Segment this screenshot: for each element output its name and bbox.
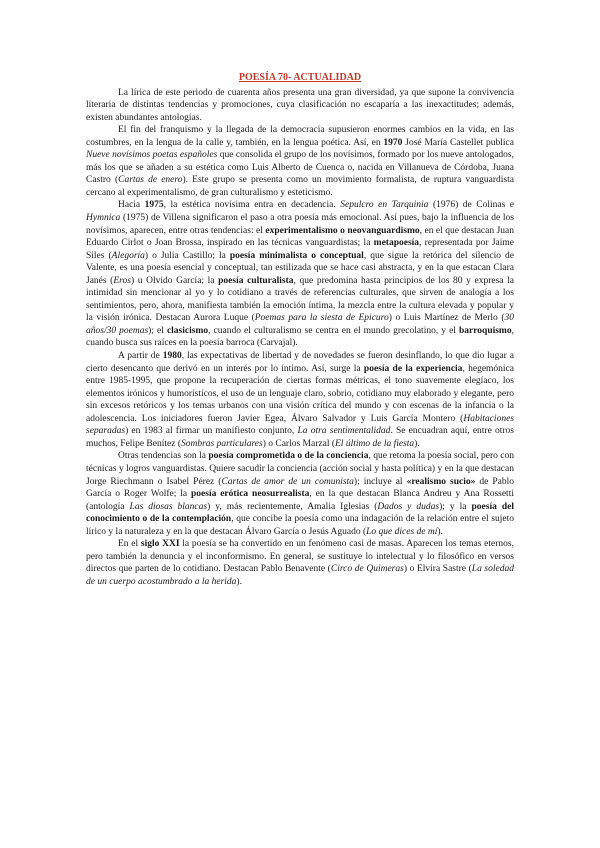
text-run: , las expectativas de libertad y de novedades se fueron desinflando, lo que dio lugar a cierto desencanto que derivó en un interés por lo íntimo. Así, surge la: [86, 351, 514, 374]
italic-title: La otra sentimentalidad: [297, 426, 391, 437]
italic-title: Hymnica: [86, 213, 121, 224]
paragraph: [86, 124, 514, 199]
bold-text: 1975: [144, 200, 164, 211]
italic-title: Lo que dices de mí: [366, 526, 438, 537]
text-run: ) en 1983 al firmar un manifiesto conjunto,: [125, 426, 298, 437]
text-run: José María Castellet publica: [402, 137, 514, 148]
italic-title: El último de la fiesta: [335, 438, 415, 449]
text-run: Hacia: [118, 200, 145, 211]
text-run: , hegemónica entre 1985-1995, que propone la recuperación de ciertas formas métricas, el tono suavemente elegíaco, los elementos irónicos y humorísticos, el uso de un lenguaje claro, sobrio, cotidiano muy elaborado y elegante, pero sin excesos retóricos y los temas urbanos con una visión crítica del mundo y con escenas de la infancia o la adolescencia. Los iniciadores fueron Javier Egea, Álvaro Salvador y Luis García Montero (: [86, 363, 514, 424]
text-run: , cuando el culturalismo se centra en el mundo grecolatino, y el: [208, 325, 459, 336]
bold-text: poesía del conocimiento o de la contemplación: [86, 501, 514, 525]
bold-text: clasicismo: [166, 325, 209, 336]
text-run: ).: [414, 438, 420, 449]
text-run: ) y, más recientemente, Amalia Iglesias (: [207, 501, 378, 512]
bold-text: poesía minimalista o conceptual: [229, 250, 364, 261]
italic-title: Cartas de amor de un comunista: [221, 476, 354, 487]
text-run: que consolida el grupo de los novísimos, formado por los nueve antologados, más los que se añaden a su estética como Luis Alberto de Cuenca o, nacida en Villanueva de Córdoba, Juana Castro (: [86, 150, 514, 186]
text-run: A partir de: [118, 351, 163, 362]
page-title: POESÍA 70- ACTUALIDAD: [238, 72, 362, 83]
text-run: ).: [437, 526, 443, 537]
italic-title: Nueve novísimos poetas españoles: [86, 150, 218, 161]
text-run: , en la que destacan Blanca Andreu y Ana Rossetti (antología: [86, 489, 514, 512]
text-run: , representada por Jaime Siles (: [86, 238, 514, 261]
italic-title: La soledad de un cuerpo acostumbrado a la herida: [86, 564, 514, 587]
text-run: , la estética novísima entra en decadencia.: [163, 200, 341, 211]
bold-text: poesía culturalista: [218, 275, 294, 286]
text-run: ); y la: [439, 501, 472, 512]
text-run: de Pablo García o Roger Wolfe; la: [86, 476, 514, 500]
text-run: , cuando busca sus raíces en la poesía barroca (Carvajal).: [86, 325, 514, 349]
text-run: La lírica de este periodo de cuarenta años presenta una gran diversidad, ya que supone la convivencia literaria de distintas tendencias y promociones, cuya clasificación no escaparía a las inexactitudes; además, existen abundantes antologías.: [86, 87, 514, 123]
text-run: ); incluye al: [353, 476, 407, 487]
text-run: En el: [118, 539, 141, 550]
italic-title: Cartas de enero: [118, 175, 183, 186]
paragraph: [86, 199, 514, 350]
bold-text: 1980: [162, 351, 182, 362]
text-run: ) o Luis Martínez de Merlo (: [388, 313, 505, 324]
text-run: , que sigue la retórica del silencio de Valente, es una poesía esencial y conceptual, tan estilizada que se hace casi abstracta, y en la que estacan Clara Janés (: [86, 250, 514, 286]
bold-text: poesía comprometida o de la conciencia: [208, 451, 369, 462]
paragraph: [86, 87, 514, 125]
text-run: , que concibe la poesía como una indagación de la relación entre el sujeto lírico y la naturaleza y en la que destacan Álvaro García o Jesús Aguado (: [86, 514, 514, 537]
text-run: Otras tendencias son la: [118, 451, 209, 462]
italic-title: Eros: [113, 275, 131, 286]
bold-text: experimentalismo o neovanguardismo: [265, 225, 420, 236]
text-run: El fin del franquismo y la llegada de la democracia supusieron enormes cambios en la vida, en las costumbres, en la lengua de la calle y, también, en la lengua poética. Así, en: [86, 125, 514, 148]
text-run: , que retoma la poesía social, pero con técnicas y logros vanguardistas. Quiere sacudir la conciencia (acción social y hasta política) y en la que destacan Jorge Riechmann o Isabel Pérez (: [86, 451, 514, 487]
bold-text: barroquismo: [458, 325, 512, 336]
text-run: la poesía se ha convertido en un fenómeno casi de masas. Aparecen los temas eternos, pero también la denuncia y el inconformismo. En general, se sustituye lo intelectual y lo filosófico en versos directos que parten de lo cotidiano. Destacan Pablo Benavente (: [86, 539, 514, 575]
bold-text: poesía de la experiencia: [363, 363, 463, 374]
italic-title: Sepulcro en Tarquinia: [340, 200, 429, 211]
text-run: , que predomina hasta principios de los 80 y expresa la intimidad sin mencionar al yo y lo cotidiano a través de referencias culturales, que sirven de analogía a los sentimientos, pero, ahora, manifiesta también la emoción íntima, la mezcla entre la cultura elevada y popular y la visión irónica. Destacan Aurora Luque (: [86, 275, 514, 324]
paragraph: [86, 350, 514, 450]
italic-title: Sombras particulares: [180, 438, 263, 449]
italic-title: Circo de Quimeras: [330, 564, 404, 575]
bold-text: 1970: [383, 137, 403, 148]
bold-text: poesía erótica neosurrealista: [191, 489, 310, 500]
italic-title: Poemas para la siesta de Epicuro: [254, 313, 389, 324]
italic-title: Alegoría: [111, 250, 145, 261]
text-run: ) o Elvira Sastre (: [403, 564, 472, 575]
text-run: ) o Julia Castillo; la: [144, 250, 230, 261]
text-run: . Se encuadran aquí, entre otros muchos, Felipe Benítez (: [86, 426, 514, 449]
text-run: ).: [236, 576, 242, 587]
text-run: ) o Carlos Marzal (: [262, 438, 335, 449]
bold-text: metapoesía: [373, 238, 420, 249]
text-run: ). Este grupo se presenta como un movimiento formalista, de ruptura vanguardista cercano al experimentalismo, de gran culturalismo y esteticismo.: [86, 175, 514, 198]
italic-title: Dados y dudas: [377, 501, 440, 512]
italic-title: Las diosas blancas: [129, 501, 208, 512]
text-run: ) u Olvido García; la: [130, 275, 219, 286]
text-run: ); el: [148, 325, 167, 336]
text-run: , en el que destacan Juan Eduardo Cirlot o Joan Brossa, inspirado en las técnicas vanguardistas; la: [86, 225, 514, 249]
paragraph: [86, 538, 514, 588]
bold-text: siglo XXI: [140, 539, 180, 550]
italic-title: 30 años/30 poemas: [86, 313, 514, 336]
paragraph: [86, 450, 514, 538]
document-body: [86, 87, 514, 589]
text-run: (1976) de Colinas e: [428, 200, 514, 211]
text-run: (1975) de Villena significaron el paso a otra poesía más emocional. Así pues, bajo la influencia de los novísimos, aparecen, entre otras tendencias: el: [86, 213, 514, 236]
bold-text: «realismo sucio»: [406, 476, 476, 487]
italic-title: Habitaciones separadas: [86, 413, 514, 437]
document-page: [86, 72, 514, 588]
